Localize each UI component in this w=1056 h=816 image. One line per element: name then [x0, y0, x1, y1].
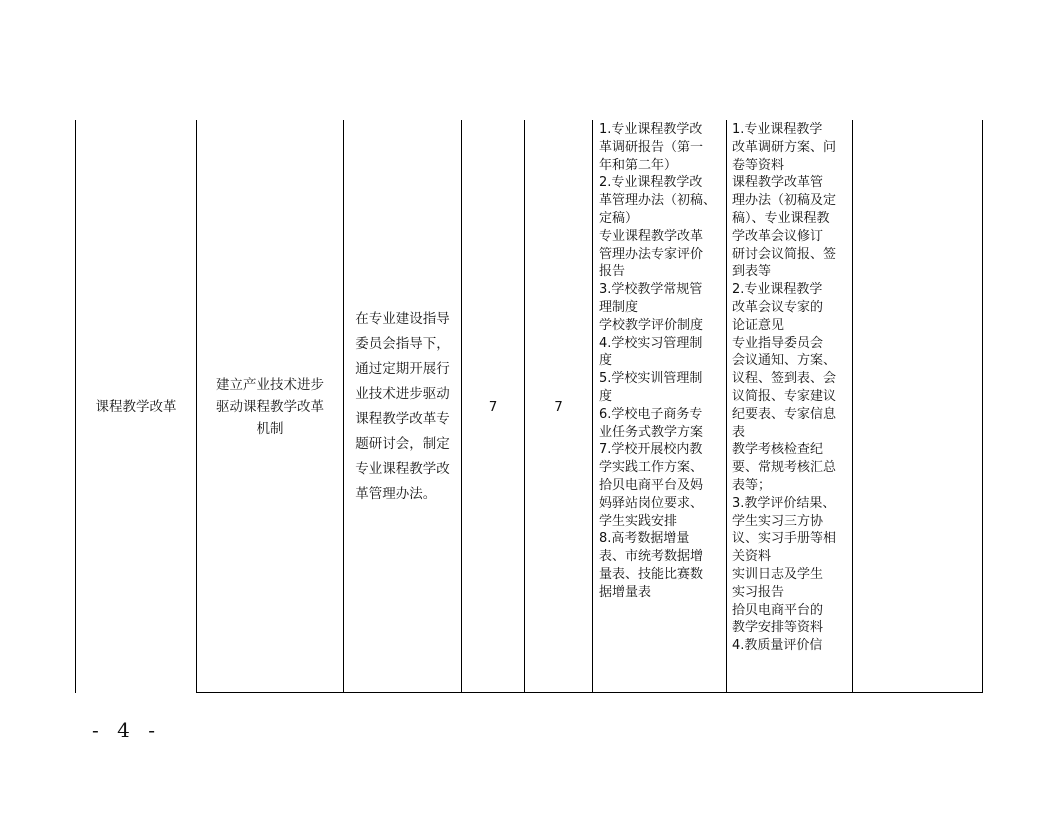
output-line: 表、市统考数据增	[599, 549, 704, 565]
evidence-line: 4.教质量评价信	[732, 638, 823, 654]
output-line: 年和第二年）	[599, 157, 678, 173]
evidence-line: 纪要表、专家信息	[732, 406, 837, 422]
evidence-line: 会议通知、方案、	[732, 353, 837, 369]
output-line: 理制度	[599, 299, 639, 315]
measure-line: 课程教学改革专	[355, 410, 450, 427]
output-line: 量表、技能比赛数	[599, 566, 704, 582]
value-a: 7	[488, 398, 498, 415]
evidence-line: 要、常规考核汇总	[732, 460, 837, 476]
evidence-line: 议、实习手册等相	[732, 531, 837, 547]
measure-cell	[344, 120, 461, 693]
evidence-cell	[732, 121, 852, 655]
evidence-line: 研讨会议简报、签	[732, 246, 837, 262]
page-number: - 4 -	[92, 718, 161, 742]
evidence-line: 表	[732, 424, 746, 440]
value-b: 7	[554, 398, 563, 415]
output-line: 6.学校电子商务专	[599, 406, 703, 422]
output-line: 专业课程教学改革	[599, 228, 704, 244]
evidence-line: 卷等资料	[732, 157, 785, 173]
output-line: 7.学校开展校内教	[599, 442, 703, 458]
output-line: 5.学校实训管理制	[599, 371, 703, 387]
output-line: 8.高考数据增量	[599, 531, 690, 547]
table-divider	[592, 120, 593, 693]
measure-line: 专业课程教学改	[355, 460, 450, 477]
table	[75, 120, 983, 693]
table-divider	[726, 120, 727, 693]
evidence-line: 学生实习三方协	[732, 513, 824, 529]
measure-line: 业技术进步驱动	[355, 385, 450, 402]
empty-cell	[853, 120, 982, 693]
task-line: 建立产业技术进步	[216, 376, 324, 393]
evidence-line: 教学安排等资料	[732, 620, 824, 636]
evidence-line: 关资料	[732, 549, 772, 565]
outputs-cell	[599, 121, 725, 602]
value-cell-b	[525, 120, 592, 693]
output-line: 4.学校实习管理制	[599, 335, 703, 351]
evidence-line: 稿）、专业课程教	[732, 210, 830, 226]
task-cell	[197, 120, 343, 693]
output-line: 革管理办法（初稿、	[599, 193, 717, 209]
measure-line: 通过定期开展行	[355, 360, 450, 377]
evidence-line: 学改革会议修订	[732, 228, 824, 244]
evidence-line: 议简报、专家建议	[732, 388, 837, 404]
output-line: 报告	[599, 264, 626, 280]
evidence-line: 议程、签到表、会	[732, 371, 837, 387]
measure-line: 题研讨会，制定	[355, 435, 450, 452]
task-text	[216, 374, 324, 440]
output-line: 3.学校教学常规管	[599, 282, 703, 298]
evidence-line: 改革调研方案、问	[732, 139, 837, 155]
output-line: 拾贝电商平台及妈	[599, 477, 704, 493]
evidence-line: 1.专业课程教学	[732, 122, 823, 137]
table-border-right	[982, 120, 983, 693]
evidence-line: 课程教学改革管	[732, 175, 824, 191]
task-line: 驱动课程教学改革	[216, 398, 324, 415]
output-line: 据增量表	[599, 584, 652, 600]
measure-line: 在专业建设指导	[355, 310, 450, 327]
measure-line: 革管理办法。	[355, 485, 437, 502]
evidence-line: 3.教学评价结果、	[732, 495, 836, 511]
evidence-line: 表等；	[732, 477, 772, 493]
output-line: 管理办法专家评价	[599, 246, 704, 262]
evidence-line: 2.专业课程教学	[732, 282, 823, 298]
output-line: 2.专业课程教学改	[599, 175, 703, 191]
output-line: 学生实践安排	[599, 513, 678, 529]
measure-line: 委员会指导下，	[355, 335, 450, 352]
task-line: 机制	[256, 420, 284, 437]
output-line: 学实践工作方案、	[599, 460, 704, 476]
evidence-line: 改革会议专家的	[732, 299, 824, 315]
evidence-line: 实训日志及学生	[732, 566, 824, 582]
evidence-line: 教学考核检查纪	[732, 442, 824, 458]
output-line: 革调研报告（第一	[599, 139, 704, 155]
evidence-line: 拾贝电商平台的	[732, 602, 824, 618]
output-line: 学校教学评价制度	[599, 317, 704, 333]
evidence-line: 到表等	[732, 264, 772, 280]
output-line: 1.专业课程教学改	[599, 122, 703, 137]
evidence-line: 实习报告	[732, 584, 785, 600]
evidence-line: 论证意见	[732, 317, 785, 333]
measure-text	[355, 307, 450, 507]
output-line: 妈驿站岗位要求、	[599, 495, 704, 511]
output-line: 度	[599, 353, 613, 369]
category-cell	[76, 120, 196, 693]
output-line: 业任务式教学方案	[599, 424, 704, 440]
evidence-line: 专业指导委员会	[732, 335, 824, 351]
value-cell-a	[462, 120, 524, 693]
output-line: 定稿）	[599, 210, 639, 226]
output-line: 度	[599, 388, 613, 404]
evidence-line: 理办法（初稿及定	[732, 193, 837, 209]
category-text: 课程教学改革	[95, 398, 177, 415]
